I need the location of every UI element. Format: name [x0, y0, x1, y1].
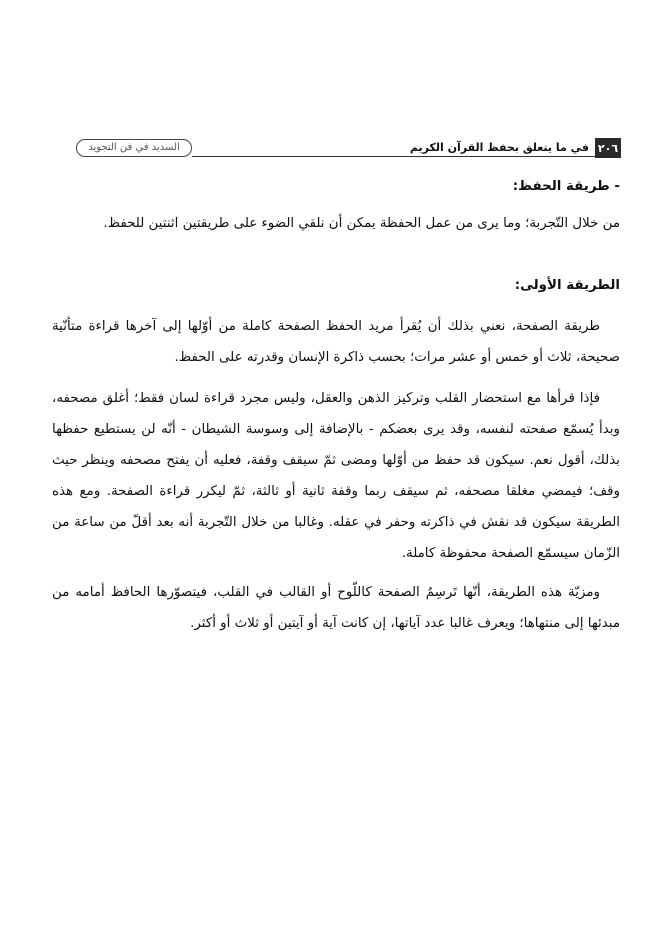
page-content	[52, 172, 620, 639]
page-number: ٢٠٦	[595, 138, 621, 158]
header-rule	[192, 156, 595, 157]
book-title: السديد في فن التجويد	[76, 139, 192, 157]
paragraph-recitation-steps: فإذا قرأها مع استحضار القلب وتركيز الذهن والعقل، وليس مجرد قراءة لسان فقط؛ أغلق مصحفه، وبدأ يُسمّع صفحته لنفسه، وقد يرى بعضكم - بالإضافة إلى وسوسة الشيطان - أنّه لن يستطيع حفظها بذلك، أقول نعم. سيكون قد حفظ من أوّلها ومضى ثمّ سيقف وقفة، فعليه أن يفتح مصحفه وينظر حيث وقف؛ فيمضي مغلقا مصحفه، ثم سيقف ربما وقفة ثانية أو ثالثة، ثمّ ليكرر قراءة الصفحة. ومع هذه الطريقة سيكون قد نقش في ذاكرته وحفر في عقله. وغالبا من خلال التّجربة أنه بعد أقلّ من ساعة من الزّمان سيسمّع الصفحة محفوظة كاملة.	[52, 391, 620, 561]
paragraph-page-method: طريقة الصفحة، نعني بذلك أن يُقرأ مريد الحفظ الصفحة كاملة من أوّلها إلى آخرها قراءة متأنّية صحيحة، ثلاث أو خمس أو عشر مرات؛ بحسب ذاكرة الإنسان وقدرته على الحفظ.	[52, 319, 620, 365]
intro-paragraph: من خلال التّجربة؛ وما يرى من عمل الحفظة يمكن أن نلقي الضوء على طريقتين اثنتين للحفظ.	[103, 216, 620, 231]
heading-memorization-method: - طريقة الحفظ:	[512, 179, 620, 194]
paragraph-method-advantage: ومزيّة هذه الطريقة، أنّها تَرسِمُ الصفحة كاللّوح أو القالب في القلب، فيتصوّرها الحافظ أمامه من مبدئها إلى منتهاها؛ ويعرف غالبا عدد آياتها، إن كانت آية أو آيتين أو ثلاث أو أكثر.	[52, 585, 620, 631]
heading-first-method: الطريقة الأولى:	[514, 278, 620, 293]
running-header	[76, 138, 621, 160]
section-title: في ما يتعلق بحفظ القرآن الكريم	[409, 141, 589, 154]
